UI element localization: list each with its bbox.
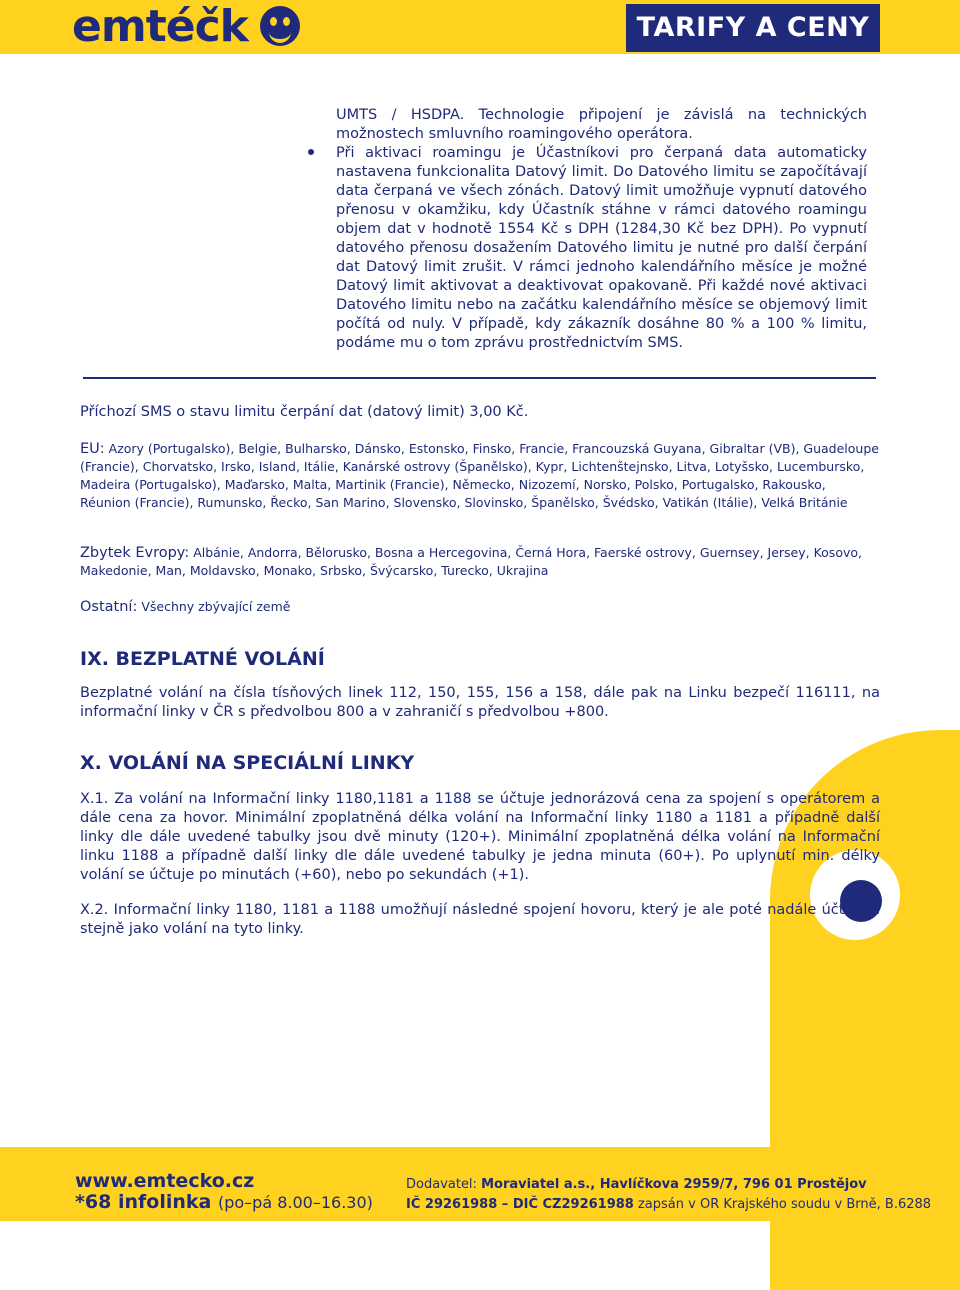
infolinka-hours: (po–pá 8.00–16.30) — [217, 1193, 373, 1212]
section-heading-ix: IX. BEZPLATNÉ VOLÁNÍ — [80, 648, 325, 670]
zone-label: EU: — [80, 441, 105, 457]
zone-countries: Všechny zbývající země — [141, 599, 291, 614]
company-ids: IČ 29261988 – DIČ CZ29261988 — [406, 1197, 634, 1212]
section-heading-x: X. VOLÁNÍ NA SPECIÁLNÍ LINKY — [80, 752, 415, 774]
roaming-intro-text: UMTS / HSDPA. Technologie připojení je závislá na technických možnostech smluvního roamingového operátora. — [336, 107, 867, 142]
document-title: TARIFY A CENY — [626, 4, 880, 52]
zone-countries: Azory (Portugalsko), Belgie, Bulharsko, Dánsko, Estonsko, Finsko, Francie, Francouzská Guyana, Gibraltar (VB), Guadeloupe (Francie), Chorvatsko, Irsko, Island, Itálie, Kanárské ostrovy (Španělsko), Kypr, Lichtenštejnsko, Litva, Lotyšsko, Lucembursko, Madeira (Portugalsko), Maďarsko, Malta, Martinik (Francie), Německo, Nizozemí, Norsko, Polsko, Portugalsko, Rakousko, Réunion (Francie), Rumunsko, Řecko, San Marino, Slovensko, Slovinsko, Španělsko, Švédsko, Vatikán (Itálie), Velká Británie — [80, 441, 879, 510]
section-ix-text: Bezplatné volání na čísla tísňových linek 112, 150, 155, 156 a 158, dále pak na Linku bezpečí 116111, na informační linky v ČR s předvolbou 800 a v zahraničí s předvolbou +800. — [80, 685, 880, 720]
infolinka-number: *68 infolinka — [75, 1191, 212, 1213]
page-header — [0, 0, 960, 54]
section-x-paragraph-2: X.2. Informační linky 1180, 1181 a 1188 umožňují následné spojení hovoru, který je ale poté nadále účtován stejně jako volání na tyto linky. — [80, 902, 880, 937]
zone-countries: Albánie, Andorra, Bělorusko, Bosna a Hercegovina, Černá Hora, Faerské ostrovy, Guernsey, Jersey, Kosovo, Makedonie, Man, Moldavsko, Monako, Srbsko, Švýcarsko, Turecko, Ukrajina — [80, 545, 862, 578]
zone-eu — [80, 440, 880, 512]
zone-other — [80, 598, 880, 616]
zone-label: Ostatní: — [80, 599, 138, 615]
section-divider — [83, 377, 876, 379]
footer-contact — [75, 1171, 373, 1213]
sms-limit-note: Příchozí SMS o stavu limitu čerpání dat (datový limit) 3,00 Kč. — [80, 404, 529, 420]
brand-logo: emtéčk — [72, 1, 248, 52]
infolinka — [75, 1192, 373, 1213]
data-limit-paragraph: Při aktivaci roamingu je Účastníkovi pro čerpaná data automaticky nastavena funkcionalita Datový limit. Do Datového limitu se započítávají data čerpaná ve všech zónách. Datový limit umožňuje vypnutí datového přenosu v okamžiku, kdy Účastník stáhne v rámci datového roamingu objem dat v hodnotě 1554 Kč s DPH (1284,30 Kč bez DPH). Po vypnutí datového přenosu dosažením Datového limitu je nutné pro další čerpání dat Datový limit zrušit. V rámci jednoho kalendářního měsíce je možné Datový limit aktivovat a deaktivovat opakovaně. Při každé nové aktivaci Datového limitu nebo na začátku kalendářního měsíce se objemový limit počítá od nuly. V případě, kdy zákazník dosáhne 80 % a 100 % limitu, podáme mu o tom zprávu prostřednictvím SMS. — [336, 145, 867, 351]
footer-supplier — [406, 1175, 931, 1215]
bullet-icon — [308, 149, 314, 155]
zone-label: Zbytek Evropy: — [80, 545, 190, 561]
company-registry: zapsán v OR Krajského soudu v Brně, B.6288 — [637, 1197, 932, 1212]
smiley-logo-icon — [260, 6, 300, 46]
page-footer — [0, 1147, 960, 1221]
zone-rest-of-europe — [80, 544, 880, 580]
website-link[interactable]: www.emtecko.cz — [75, 1170, 255, 1192]
section-x-paragraph-1: X.1. Za volání na Informační linky 1180,1181 a 1188 se účtuje jednorázová cena za spojení s operátorem a dále cena za hovor. Minimální zpoplatněná délka volání na Informační linky 1180 a 1181 a případně další linky dle dále uvedené tabulky jsou dvě minuty (120+). Minimální zpoplatněná délka volání na Informační linku 1188 a případně další linky dle dále uvedené tabulky je jedna minuta (60+). Po uplynutí min. délky volání se účtuje po minutách (+60), nebo po sekundách (+1). — [80, 791, 880, 883]
supplier-name: Moraviatel a.s., Havlíčkova 2959/7, 796 01 Prostějov — [481, 1177, 867, 1192]
supplier-label: Dodavatel: — [406, 1177, 477, 1192]
